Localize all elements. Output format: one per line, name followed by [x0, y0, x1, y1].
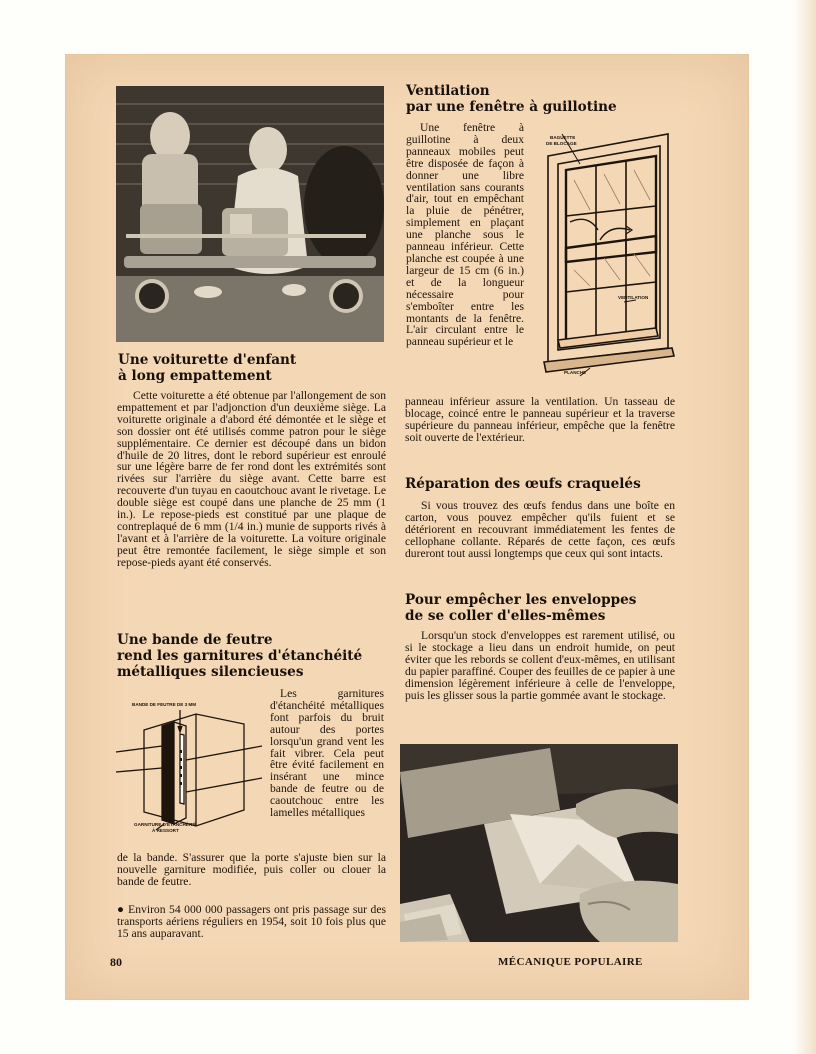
feutre-body-full-text: de la bande. S'assurer que la porte s'ajuste bien sur la nouvelle garniture modifiée, puis coller ou clouer la bande de feutre. [117, 851, 386, 888]
feutre-title [117, 632, 392, 680]
feutre-title-line1: Une bande de feutre [117, 632, 273, 648]
ventilation-body-side-text: Une fenêtre à guillotine à deux panneaux mobiles peut être disposée de façon à donner une libre ventilation sans courants d'air, tout en empêchant la pluie de pénétrer, simplement en plaçant une planche sous le panneau inférieur. Cette planche est coupée à une largeur de 15 cm (6 in.) et de la longueur nécessaire pour s'emboîter entre les montants de la fenêtre. L'air circulant entre le panneau supérieur et le [406, 121, 524, 349]
voiturette-title-line1: Une voiturette d'enfant [118, 352, 297, 368]
oeufs-title [405, 476, 675, 492]
ventilation-body-full-text: panneau inférieur assure la ventilation. Un tasseau de blocage, coincé entre le panneau supérieur et la traverse supérieure du panneau inférieur, empêche que la fenêtre soit ouverte de l'extérieur. [405, 395, 675, 444]
window-label-planche: PLANCHE [564, 370, 587, 375]
voiturette-body [117, 390, 386, 569]
enveloppes-body-text: Lorsqu'un stock d'enveloppes est rarement utilisé, ou si le stockage a lieu dans un endroit humide, on peut éviter que les rebords se collent d'eux-mêmes, en utilisant du papier paraffiné. Couper des feuilles de ce papier à une dimension légèrement inférieure à celle de l'enveloppe, puis les glisser sous la partie gommée avant le stockage. [405, 629, 675, 702]
magazine-name: MÉCANIQUE POPULAIRE [498, 956, 643, 968]
enveloppes-title-line1: Pour empêcher les enveloppes [405, 592, 637, 608]
window-label-ventilation: VENTILATION [618, 295, 649, 300]
voiturette-title [118, 352, 388, 384]
feutre-body-side [270, 688, 384, 819]
airline-note-text [117, 904, 386, 940]
enveloppes-title-line2: de se coller d'elles-mêmes [405, 608, 606, 624]
window-diagram [540, 130, 676, 382]
enveloppes-title [405, 592, 675, 624]
ventilation-title-line1: Ventilation [406, 83, 490, 99]
stroller-photo [116, 86, 384, 342]
feutre-body-full [117, 852, 386, 888]
note-bullet: ● [117, 903, 125, 916]
oeufs-body [405, 500, 675, 560]
diagram-label-spring: À RESSORT [152, 828, 179, 833]
feutre-body-side-text: Les garnitures d'étanchéité métalliques font parfois du bruit autour des portes lorsqu'un grand vent les fait vibrer. Cela peut être évité facilement en insérant une mince bande de feutre ou de caoutchouc entre les lamelles métalliques [270, 687, 384, 820]
ventilation-body-side [406, 122, 524, 348]
window-label-baguette2: DE BLOCAGE [546, 141, 577, 146]
diagram-label-seal: GARNITURE D'ÉTANCHÉITÉ [134, 822, 197, 827]
feutre-title-line2: rend les garnitures d'étanchéité [117, 648, 363, 664]
ventilation-title [406, 83, 646, 115]
ventilation-title-line2: par une fenêtre à guillotine [406, 99, 617, 115]
voiturette-body-text: Cette voiturette a été obtenue par l'allongement de son empattement et par l'adjonction d'un deuxième siège. La voiturette originale a d'abord été démontée et le siège et son dossier ont été utilisés comme patron pour le siège supplémentaire. Ce dernier est découpé dans un bidon d'huile de 20 litres, dont le rebord supérieur est enroulé sur une légère barre de fer rond dont les extrémités sont rivées sur l'arrière du siège avant. Cette barre est recouverte d'un tuyau en caoutchouc avant le rivetage. Le double siège est coupé dans une planche de 25 mm (1 in.). Le repose-pieds est constitué par une plaque de contreplaqué de 6 mm (1/4 in.) munie de supports rivés à l'avant et à l'arrière de la voiturette. La voiture originale peut être remontée facilement, le siège simple et son repose-pieds ayant été conservés. [117, 389, 386, 569]
ventilation-body-full [405, 396, 675, 444]
oeufs-body-text: Si vous trouvez des œufs fendus dans une boîte en carton, vous pouvez empêcher qu'ils fuient et se détériorent en recouvrant immédiatement les fentes de cellophane collante. Réparés de cette façon, ces œufs dureront tout aussi longtemps que ceux qui sont intacts. [405, 499, 675, 560]
enveloppes-body [405, 630, 675, 701]
feutre-title-line3: métalliques silencieuses [117, 664, 304, 680]
page-number: 80 [110, 955, 122, 969]
diagram-label-felt: BANDE DE FEUTRE DE 3 MM [132, 702, 197, 707]
envelope-photo [400, 744, 678, 942]
oeufs-title-text: Réparation des œufs craquelés [405, 476, 641, 492]
window-label-baguette1: BAGUETTE [550, 135, 576, 140]
airline-note [117, 904, 386, 940]
weatherstrip-diagram [114, 700, 266, 840]
scan-edge [794, 0, 816, 1054]
note-body: Environ 54 000 000 passagers ont pris passage sur des transports aériens réguliers en 1954, soit 10 fois plus que 15 ans auparavant. [117, 903, 386, 940]
voiturette-title-line2: à long empattement [118, 368, 272, 384]
